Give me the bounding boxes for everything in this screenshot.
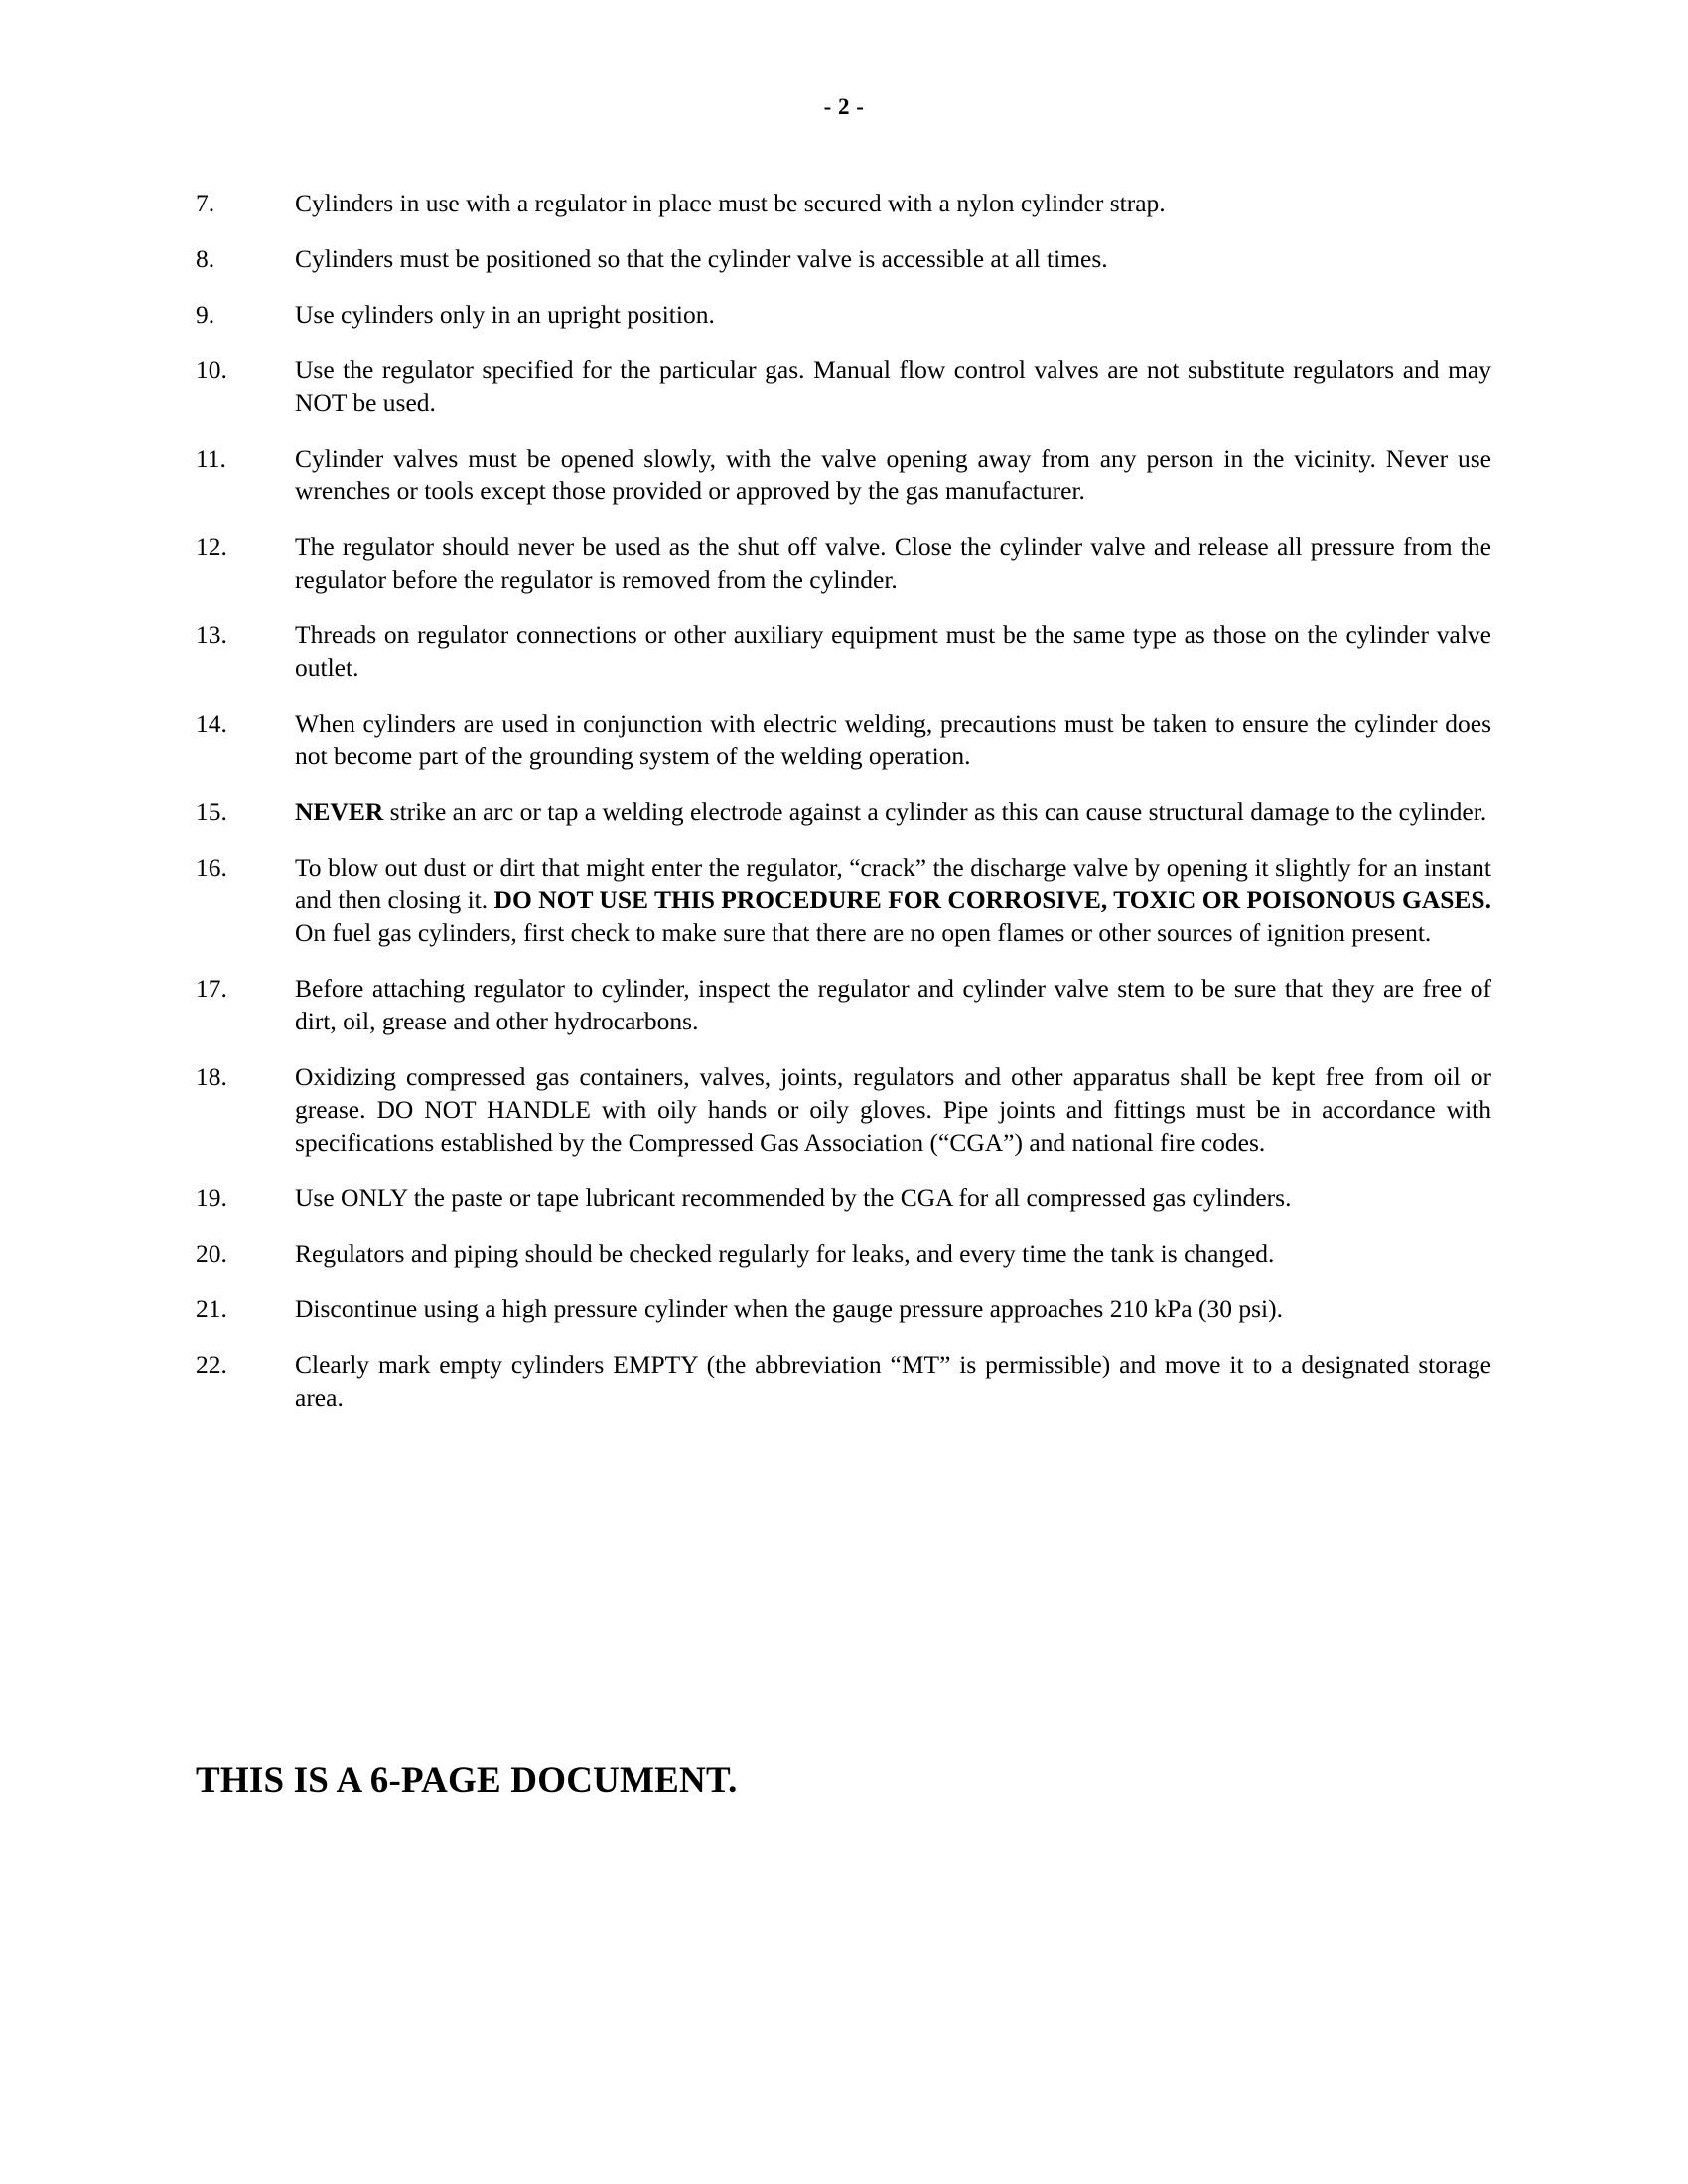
list-item-text: Cylinder valves must be opened slowly, with the valve opening away from any person in the vicinity. Never use wrenches or tools except those provided or approved by the gas manufacturer. <box>295 444 1491 505</box>
list-item-text: Cylinders in use with a regulator in place must be secured with a nylon cylinder strap. <box>295 189 1166 217</box>
list-item-number: 19. <box>196 1183 227 1212</box>
list-item-number: 18. <box>196 1062 227 1091</box>
list-item-number: 22. <box>196 1350 227 1379</box>
list-item-text: When cylinders are used in conjunction with electric welding, precautions must be taken to ensure the cylinder does not become part of the grounding system of the welding operation. <box>295 709 1491 770</box>
page-number-header: - 2 - <box>823 94 865 119</box>
list-item <box>196 242 1491 275</box>
list-item <box>196 795 1491 828</box>
list-item-number: 17. <box>196 974 227 1003</box>
safety-rules-list <box>196 187 1491 1436</box>
list-item-text: Oxidizing compressed gas containers, valves, joints, regulators and other apparatus shall be kept free from oil or grease. DO NOT HANDLE with oily hands or oily gloves. Pipe joints and fittings must be in accordance with specifications established by the Compressed Gas Association (“CGA”) and national fire codes. <box>295 1062 1491 1157</box>
list-item-text: Threads on regulator connections or other auxiliary equipment must be the same type as those on the cylinder valve outlet. <box>295 620 1491 682</box>
list-item-text: To blow out dust or dirt that might enter the regulator, “crack” the discharge valve by opening it slightly for an instant and then closing it. DO NOT USE THIS PROCEDURE FOR CORROSIVE, TOXIC OR POISONOUS GASES. On fuel gas cylinders, first check to make sure that there are no open flames or other sources of ignition present. <box>295 853 1491 947</box>
list-item <box>196 1060 1491 1159</box>
list-item-text: Use cylinders only in an upright position. <box>295 300 715 329</box>
list-item-text: Cylinders must be positioned so that the cylinder valve is accessible at all times. <box>295 244 1108 273</box>
list-item-number: 21. <box>196 1295 227 1323</box>
list-item-text: Before attaching regulator to cylinder, inspect the regulator and cylinder valve stem to be sure that they are free of dirt, oil, grease and other hydrocarbons. <box>295 974 1491 1035</box>
list-item-number: 11. <box>196 444 226 473</box>
list-item-number: 16. <box>196 853 227 882</box>
list-item-text: Regulators and piping should be checked regularly for leaks, and every time the tank is changed. <box>295 1239 1275 1268</box>
list-item-number: 9. <box>196 300 215 329</box>
list-item-text: The regulator should never be used as the shut off valve. Close the cylinder valve and release all pressure from the regulator before the regulator is removed from the cylinder. <box>295 532 1491 594</box>
list-item-text: NEVER strike an arc or tap a welding electrode against a cylinder as this can cause structural damage to the cylinder. <box>295 797 1487 826</box>
list-item <box>196 187 1491 219</box>
list-item-number: 8. <box>196 244 215 273</box>
list-item-number: 10. <box>196 355 227 384</box>
list-item-number: 14. <box>196 709 227 738</box>
list-item-number: 12. <box>196 532 227 561</box>
list-item <box>196 972 1491 1037</box>
list-item-text: Discontinue using a high pressure cylinder when the gauge pressure approaches 210 kPa (30 psi). <box>295 1295 1283 1323</box>
list-item <box>196 618 1491 684</box>
list-item <box>196 442 1491 507</box>
document-page-count-note: THIS IS A 6-PAGE DOCUMENT. <box>196 1760 738 1801</box>
list-item-text: Use the regulator specified for the particular gas. Manual flow control valves are not substitute regulators and may NOT be used. <box>295 355 1491 417</box>
list-item <box>196 298 1491 331</box>
list-item-number: 15. <box>196 797 227 826</box>
list-item-text: Use ONLY the paste or tape lubricant recommended by the CGA for all compressed gas cylinders. <box>295 1183 1292 1212</box>
list-item <box>196 1293 1491 1325</box>
list-item-number: 7. <box>196 189 215 217</box>
list-item <box>196 851 1491 949</box>
list-item <box>196 353 1491 419</box>
list-item-number: 20. <box>196 1239 227 1268</box>
list-item <box>196 1237 1491 1270</box>
list-item-number: 13. <box>196 620 227 649</box>
list-item <box>196 530 1491 596</box>
list-item <box>196 1181 1491 1214</box>
list-item-text: Clearly mark empty cylinders EMPTY (the abbreviation “MT” is permissible) and move it to a designated storage area. <box>295 1350 1491 1412</box>
list-item <box>196 707 1491 772</box>
list-item <box>196 1348 1491 1414</box>
